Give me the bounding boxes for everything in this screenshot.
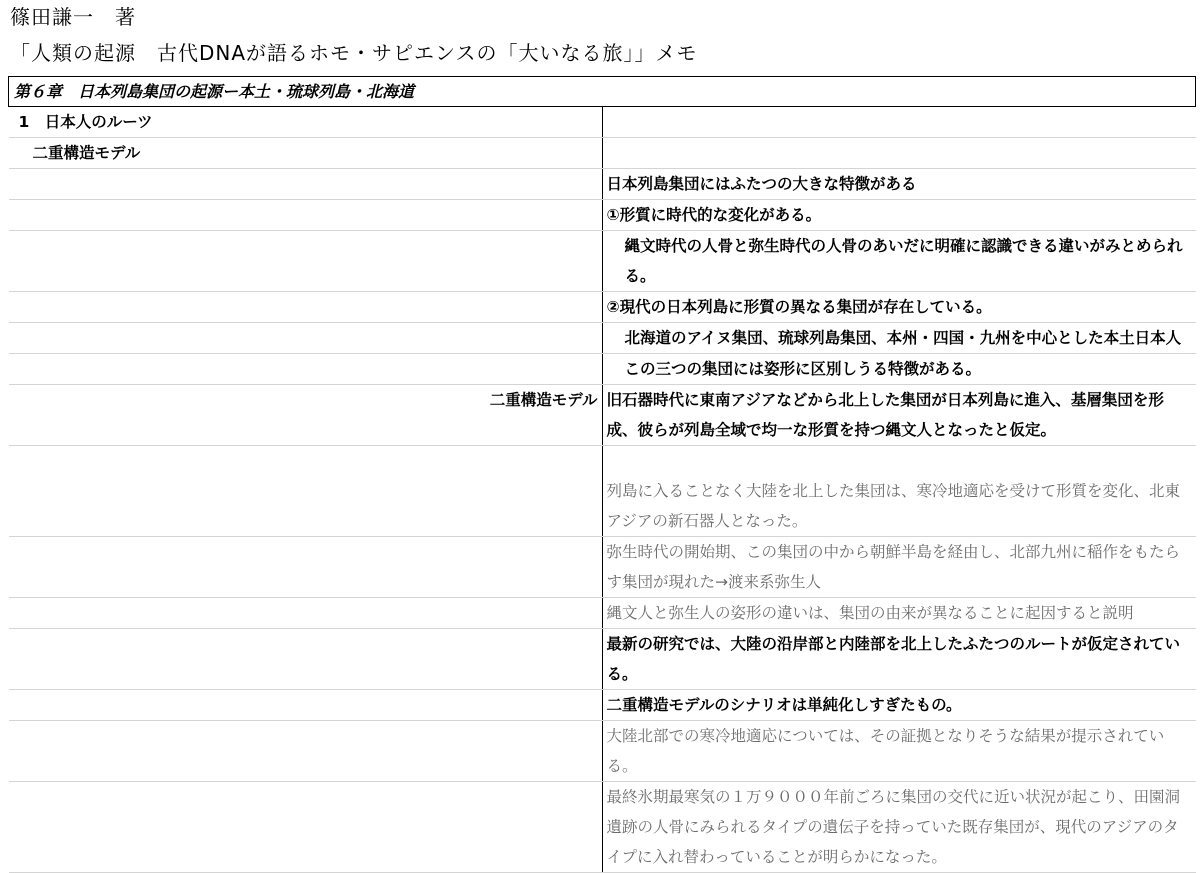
table-row (9, 169, 1196, 200)
table-row (9, 629, 1196, 690)
table-row (9, 598, 1196, 629)
document-title: 「人類の起源 古代DNAが語るホモ・サピエンスの「大いなる旅」」メモ (10, 41, 698, 65)
table-row (9, 690, 1196, 721)
label-cell[interactable] (9, 721, 603, 782)
label-cell[interactable] (9, 354, 603, 385)
note-cell[interactable]: 縄文人と弥生人の姿形の違いは、集団の由来が異なることに起因すると説明 (602, 598, 1196, 629)
label-cell[interactable] (9, 690, 603, 721)
note-cell[interactable]: 最終氷期最寒気の１万９０００年前ごろに集団の交代に近い状況が起こり、田園洞遺跡の人骨にみられるタイプの遺伝子を持っていた既存集団が、現代のアジアのタイプに入れ替わっていることが明らかになった。 (602, 782, 1196, 873)
note-cell[interactable]: 縄文時代の人骨と弥生時代の人骨のあいだに明確に認識できる違いがみとめられる。 (602, 231, 1196, 292)
note-cell[interactable] (602, 138, 1196, 169)
note-cell[interactable]: 二重構造モデルのシナリオは単純化しすぎたもの。 (602, 690, 1196, 721)
label-cell[interactable] (9, 200, 603, 231)
notes-table (8, 76, 1196, 873)
note-cell[interactable]: 大陸北部での寒冷地適応については、その証拠となりそうな結果が提示されている。 (602, 721, 1196, 782)
note-cell[interactable]: 列島に入ることなく大陸を北上した集団は、寒冷地適応を受けて形質を変化、北東アジアの新石器人となった。 (602, 446, 1196, 537)
label-cell[interactable] (9, 169, 603, 200)
label-cell[interactable] (9, 598, 603, 629)
chapter-row (9, 77, 1196, 107)
table-row (9, 200, 1196, 231)
label-cell[interactable]: 二重構造モデル (9, 385, 603, 446)
label-cell[interactable] (9, 292, 603, 323)
note-cell[interactable]: 弥生時代の開始期、この集団の中から朝鮮半島を経由し、北部九州に稲作をもたらす集団が現れた→渡来系弥生人 (602, 537, 1196, 598)
note-cell[interactable] (602, 107, 1196, 138)
author-line: 篠田謙一 著 (10, 5, 136, 29)
table-row (9, 138, 1196, 169)
note-cell[interactable]: 最新の研究では、大陸の沿岸部と内陸部を北上したふたつのルートが仮定されている。 (602, 629, 1196, 690)
table-row (9, 782, 1196, 873)
note-cell[interactable]: 日本列島集団にはふたつの大きな特徴がある (602, 169, 1196, 200)
table-row (9, 721, 1196, 782)
label-cell[interactable] (9, 782, 603, 873)
note-cell[interactable]: ②現代の日本列島に形質の異なる集団が存在している。 (602, 292, 1196, 323)
note-cell[interactable]: ①形質に時代的な変化がある。 (602, 200, 1196, 231)
label-cell[interactable] (9, 537, 603, 598)
table-row (9, 354, 1196, 385)
note-cell[interactable]: この三つの集団には姿形に区別しうる特徴がある。 (602, 354, 1196, 385)
table-row (9, 385, 1196, 446)
table-row (9, 292, 1196, 323)
table-row (9, 323, 1196, 354)
label-cell[interactable] (9, 323, 603, 354)
table-row (9, 446, 1196, 537)
subsection-heading[interactable]: 二重構造モデル (9, 138, 603, 169)
section-heading[interactable]: 1 日本人のルーツ (9, 107, 603, 138)
table-row (9, 231, 1196, 292)
label-cell[interactable] (9, 231, 603, 292)
chapter-heading[interactable]: 第６章 日本列島集団の起源ー本土・琉球列島・北海道 (9, 77, 1196, 107)
note-cell[interactable]: 旧石器時代に東南アジアなどから北上した集団が日本列島に進入、基層集団を形成、彼らが列島全域で均一な形質を持つ縄文人となったと仮定。 (602, 385, 1196, 446)
table-row (9, 107, 1196, 138)
label-cell[interactable] (9, 629, 603, 690)
table-row (9, 537, 1196, 598)
label-cell[interactable] (9, 446, 603, 537)
note-cell[interactable]: 北海道のアイヌ集団、琉球列島集団、本州・四国・九州を中心とした本土日本人 (602, 323, 1196, 354)
